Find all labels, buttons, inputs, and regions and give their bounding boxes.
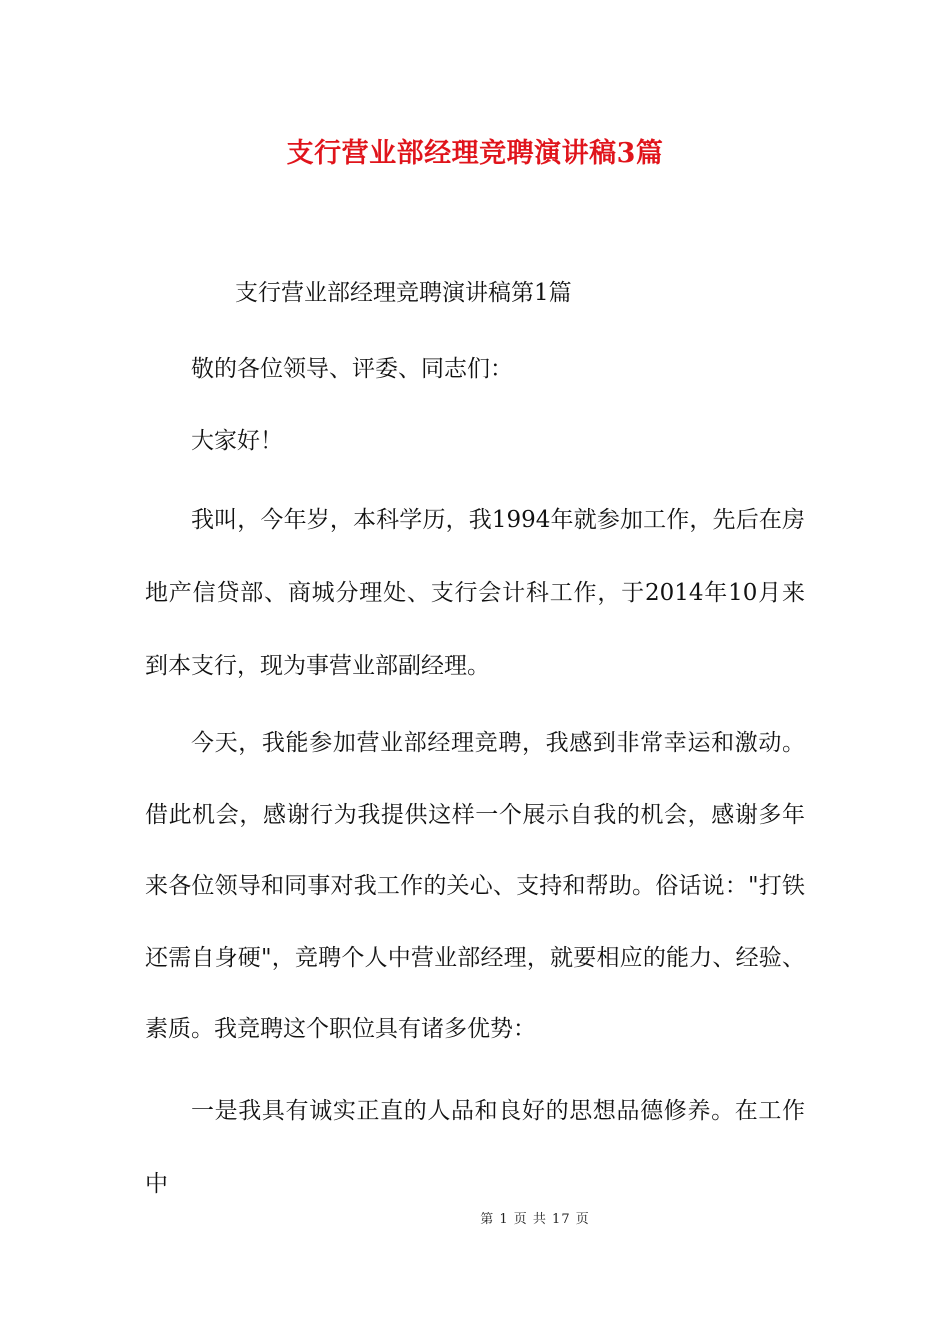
- paragraph-introduction: 我叫，今年岁，本科学历，我1994年就参加工作，先后在房地产信贷部、商城分理处、支行会计科工作，于2014年10月来到本支行，现为事营业部副经理。: [145, 507, 805, 679]
- paragraph-motivation: 今天，我能参加营业部经理竞聘，我感到非常幸运和激动。借此机会，感谢行为我提供这样一个展示自我的机会，感谢多年来各位领导和同事对我工作的关心、支持和帮助。俗话说："打铁还需自身硬"，竞聘个人中营业部经理，就要相应的能力、经验、素质。我竞聘这个职位具有诸多优势：: [145, 730, 805, 1042]
- paragraph-greeting: 敬的各位领导、评委、同志们：: [191, 356, 513, 382]
- paragraph-hello: 大家好！: [191, 428, 283, 454]
- section-heading: 支行营业部经理竞聘演讲稿第1篇: [235, 280, 572, 306]
- page-number-footer: 第 1 页 共 17 页: [480, 1212, 590, 1227]
- paragraph-advantage-one: 一是我具有诚实正直的人品和良好的思想品德修养。在工作中: [145, 1098, 805, 1197]
- document-title: 支行营业部经理竞聘演讲稿3篇: [286, 138, 664, 169]
